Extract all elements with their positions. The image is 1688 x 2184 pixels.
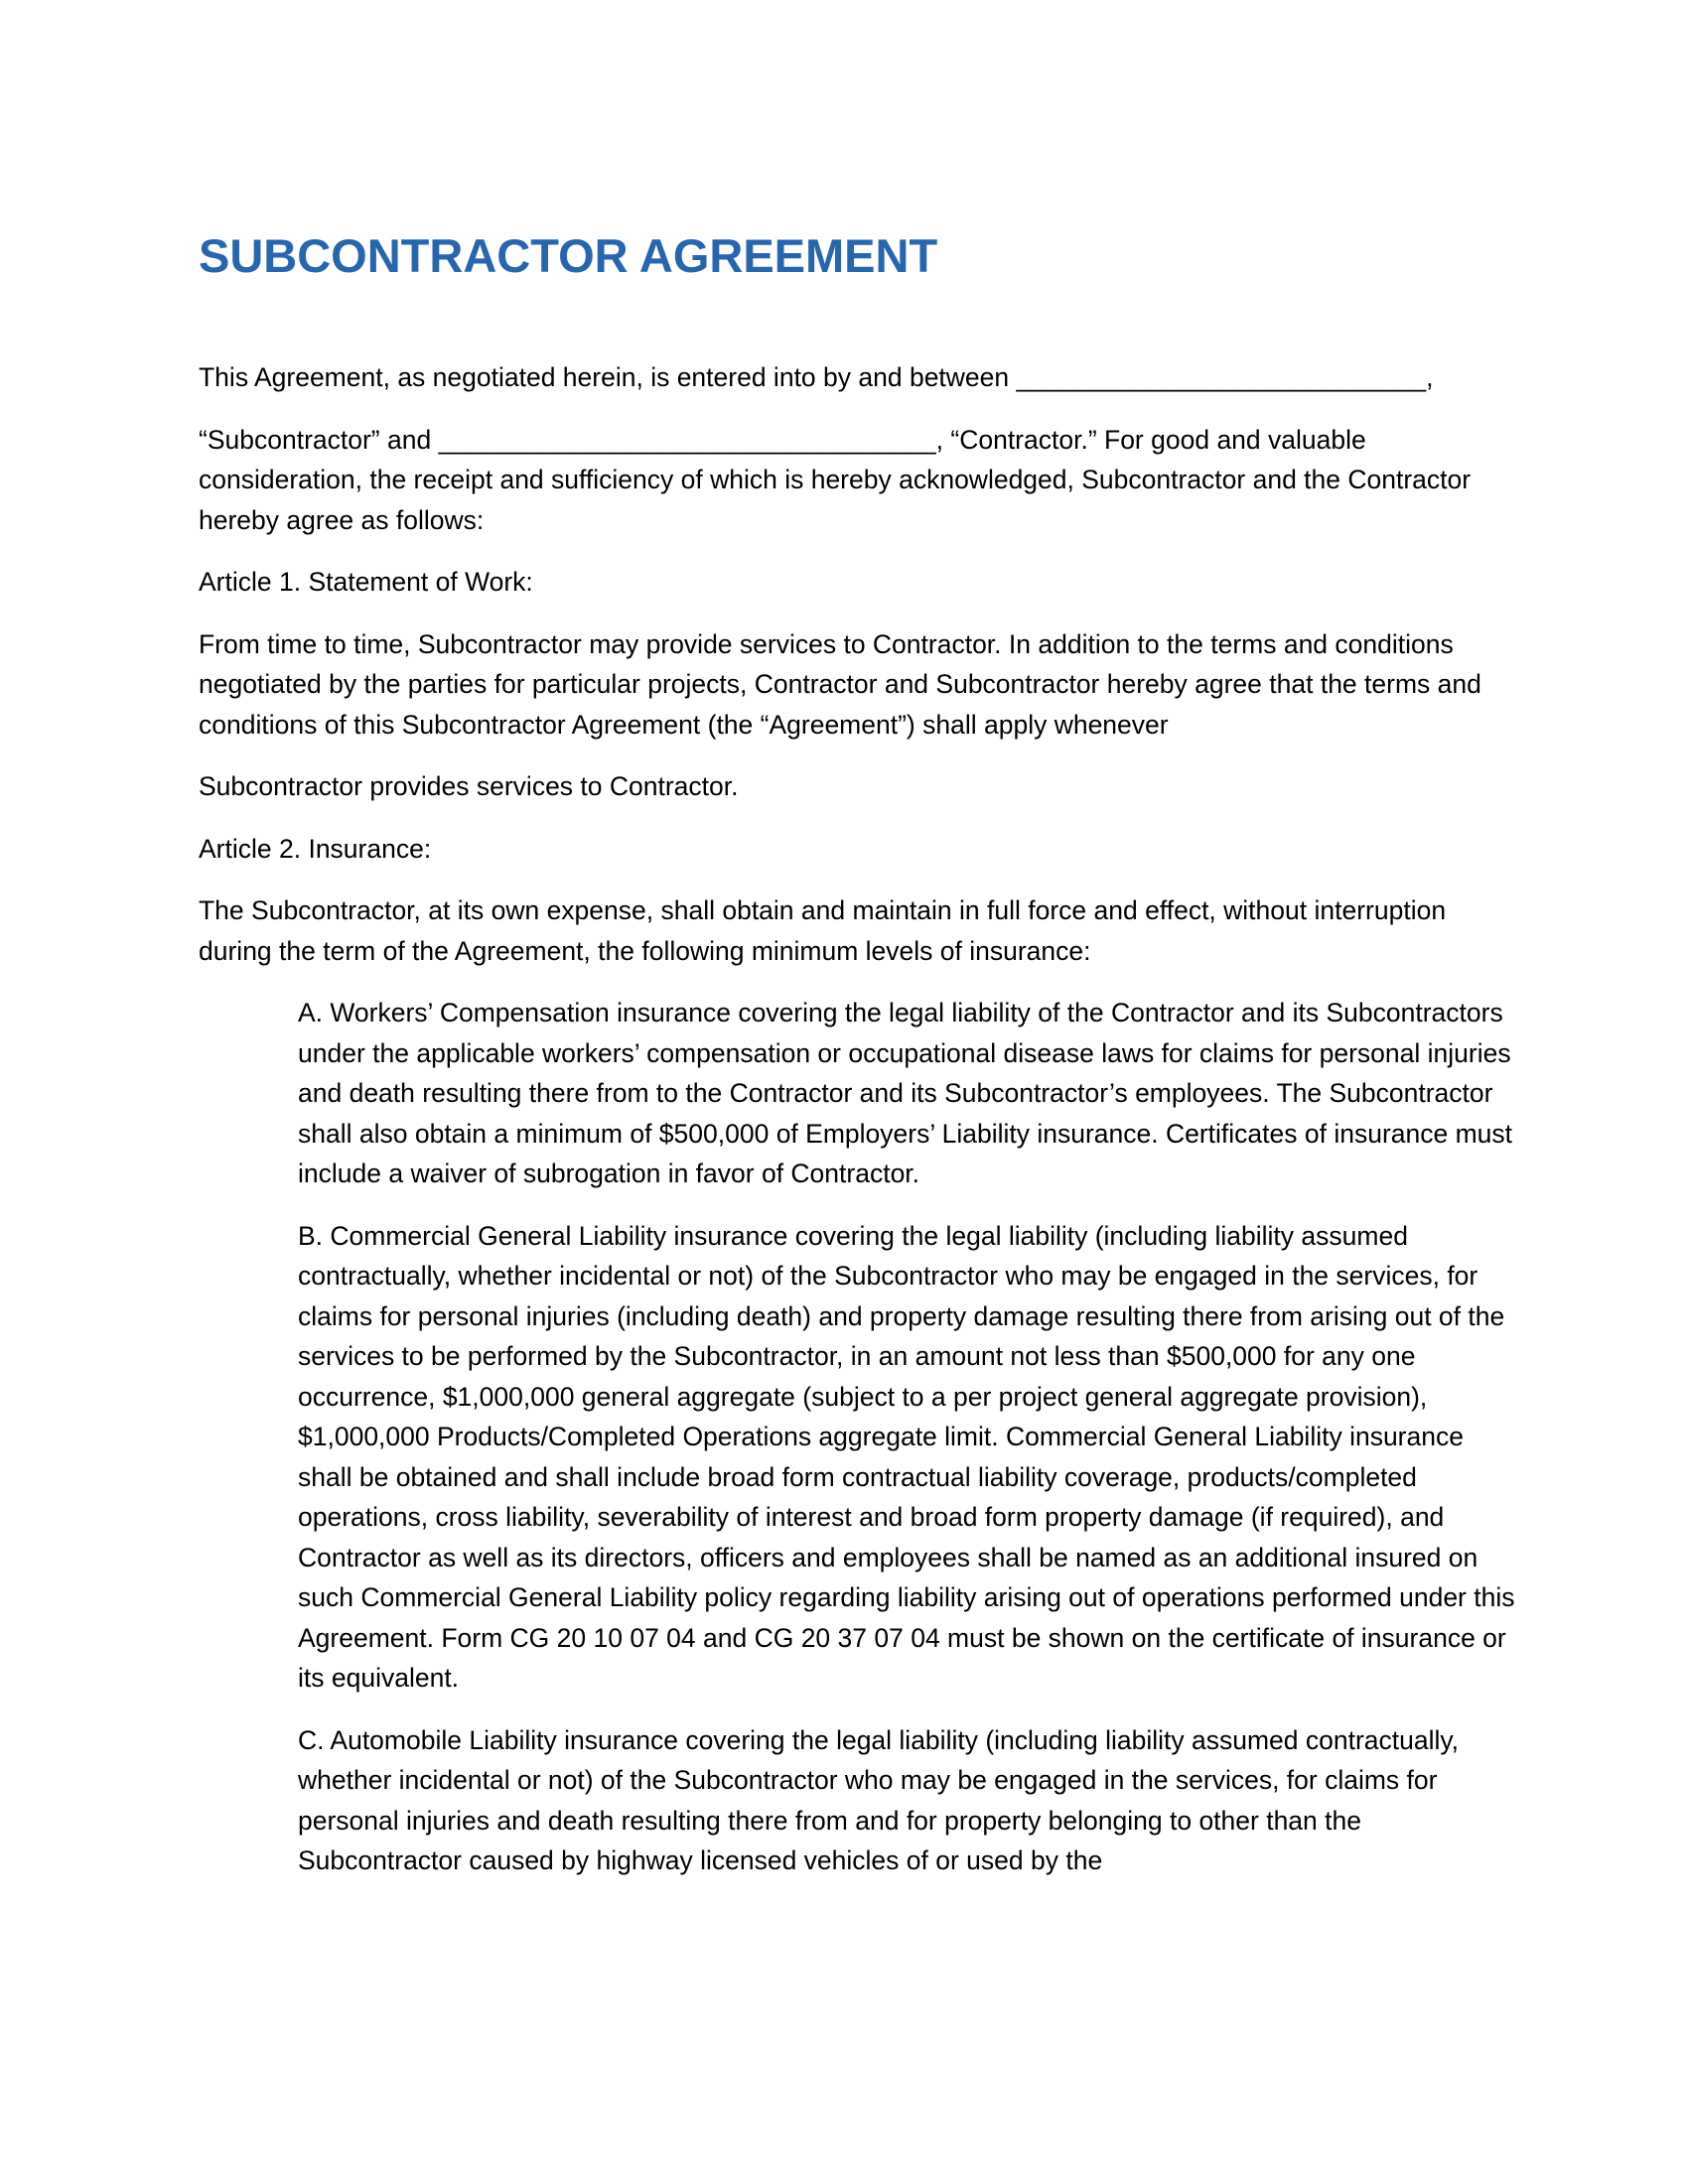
intro-paragraph-2: “Subcontractor” and __________________________________, “Contractor.” For good and valuable consideration, the receipt and sufficiency of which is hereby acknowledged, Subcontractor and the Contractor hereby agree as follows: <box>199 424 1472 535</box>
article-1-paragraph-2: Subcontractor provides services to Contractor. <box>199 771 739 801</box>
article-1-paragraph-1: From time to time, Subcontractor may provide services to Contractor. In addition to the terms and conditions negotiated by the parties for particular projects, Contractor and Subcontractor hereby agree that the terms and conditions of this Subcontractor Agreement (the “Agreement”) shall apply whenever <box>199 628 1481 740</box>
insurance-item-c: C. Automobile Liability insurance covering the legal liability (including liability assumed contractually, whether incidental or not) of the Subcontractor who may be engaged in the services, for claims for personal injuries and death resulting there from and for property belonging to other than the Subcontractor caused by highway licensed vehicles of or used by the <box>298 1724 1460 1875</box>
article-1-heading: Article 1. Statement of Work: <box>199 567 533 597</box>
article-2-heading: Article 2. Insurance: <box>199 833 432 864</box>
insurance-item-a: A. Workers’ Compensation insurance covering the legal liability of the Contractor and its Subcontractors under the applicable workers’ compensation or occupational disease laws for claims for personal injuries and death resulting there from to the Contractor and its Subcontractor’s employees. The Subcontractor shall also obtain a minimum of $500,000 of Employers’ Liability insurance. Certificates of insurance must include a waiver of subrogation in favor of Contractor. <box>298 998 1513 1188</box>
insurance-item-b: B. Commercial General Liability insurance covering the legal liability (including liability assumed contractually, whether incidental or not) of the Subcontractor who may be engaged in the services, for claims for personal injuries (including death) and property damage resulting there from arising out of the services to be performed by the Subcontractor, in an amount not less than $500,000 for any one occurrence, $1,000,000 general aggregate (subject to a per project general aggregate provision), $1,000,000 Products/Completed Operations aggregate limit. Commercial General Liability insurance shall be obtained and shall include broad form contractual liability coverage, products/completed operations, cross liability, severability of interest and broad form property damage (if required), and Contractor as well as its directors, officers and employees shall be named as an additional insured on such Commercial General Liability policy regarding liability arising out of operations performed under this Agreement. Form CG 20 10 07 04 and CG 20 37 07 04 must be shown on the certificate of insurance or its equivalent. <box>298 1220 1515 1693</box>
document-body <box>199 357 1519 1903</box>
document-title: SUBCONTRACTOR AGREEMENT <box>199 229 938 282</box>
article-2-paragraph: The Subcontractor, at its own expense, shall obtain and maintain in full force and effect, without interruption during the term of the Agreement, the following minimum levels of insurance: <box>199 895 1447 966</box>
intro-paragraph-1: This Agreement, as negotiated herein, is entered into by and between ____________________________, <box>199 362 1434 392</box>
